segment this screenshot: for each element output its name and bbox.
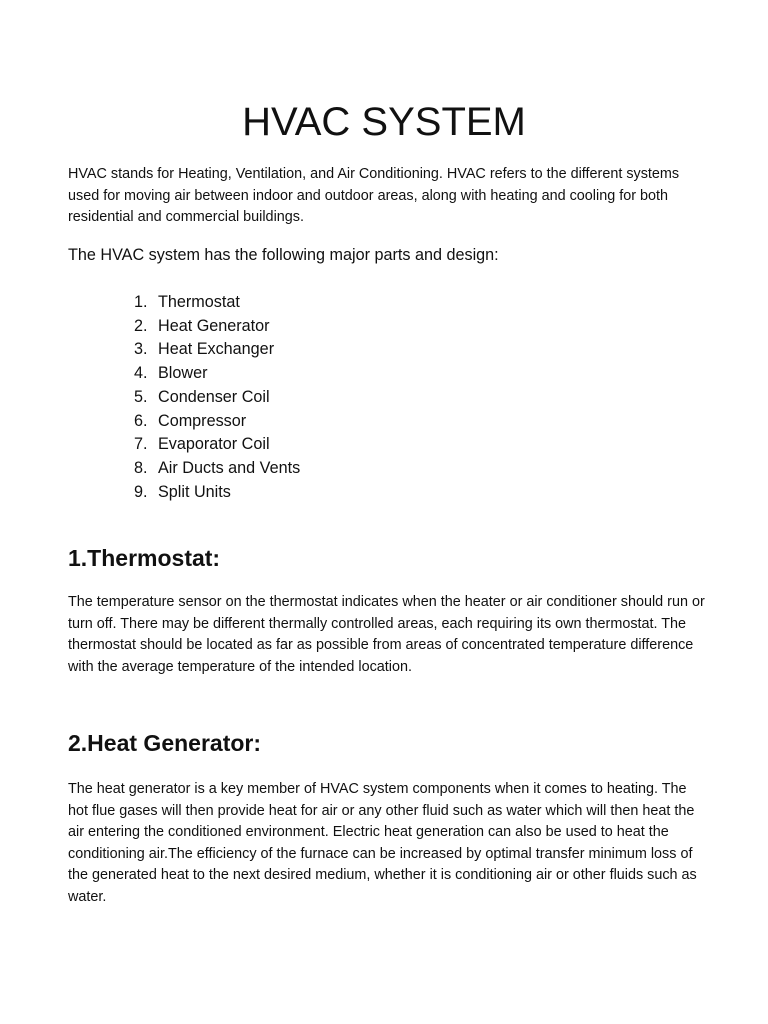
- list-item: [134, 386, 300, 410]
- list-item: [134, 410, 300, 434]
- list-number: 4.: [134, 364, 148, 383]
- list-label: Blower: [158, 364, 208, 383]
- list-item: [134, 338, 300, 362]
- list-label: Thermostat: [158, 293, 240, 311]
- list-number: 1.: [134, 293, 148, 311]
- list-item: [134, 433, 300, 457]
- list-item: [134, 481, 300, 505]
- parts-lead-text: The HVAC system has the following major parts and design:: [68, 246, 499, 264]
- section-body-heat-generator: The heat generator is a key member of HVAC system components when it comes to heating. The hot flue gases will then provide heat for air or any other fluid such as water which will then heat the air entering the conditioned environment. Electric heat generation can also be used to heat the conditioning air.The efficiency of the furnace can be increased by optimal transfer minimum loss of the generated heat to the next desired medium, whether it is conditioning air or other fluids such as water.: [68, 781, 697, 905]
- list-label: Heat Generator: [158, 316, 270, 335]
- section-heading-heat-generator: 2.Heat Generator:: [68, 730, 262, 756]
- list-label: Evaporator Coil: [158, 435, 270, 454]
- list-label: Split Units: [158, 482, 231, 501]
- list-item: [134, 315, 300, 339]
- list-item: [134, 457, 300, 481]
- list-label: Heat Exchanger: [158, 340, 275, 359]
- intro-paragraph: HVAC stands for Heating, Ventilation, and Air Conditioning. HVAC refers to the different systems used for moving air between indoor and outdoor areas, along with heating and cooling for both residential and commercial buildings.: [68, 166, 680, 225]
- list-number: 9.: [134, 482, 148, 501]
- list-number: 2.: [134, 316, 148, 335]
- parts-list: [134, 291, 300, 504]
- page-title: HVAC SYSTEM: [242, 100, 526, 144]
- list-item: [134, 291, 300, 315]
- list-number: 6.: [134, 411, 148, 430]
- list-label: Compressor: [158, 411, 247, 430]
- list-number: 7.: [134, 435, 148, 454]
- section-body-thermostat: The temperature sensor on the thermostat indicates when the heater or air conditioner should run or turn off. There may be different thermally controlled areas, each requiring its own thermostat. The thermostat should be located as far as possible from areas of concentrated temperature difference with the average temperature of the intended location.: [68, 594, 705, 675]
- list-number: 5.: [134, 387, 148, 406]
- list-number: 8.: [134, 458, 148, 477]
- section-heading-thermostat: 1.Thermostat:: [68, 545, 221, 571]
- list-number: 3.: [134, 340, 148, 359]
- list-label: Condenser Coil: [158, 387, 270, 406]
- list-item: [134, 362, 300, 386]
- list-label: Air Ducts and Vents: [158, 458, 301, 477]
